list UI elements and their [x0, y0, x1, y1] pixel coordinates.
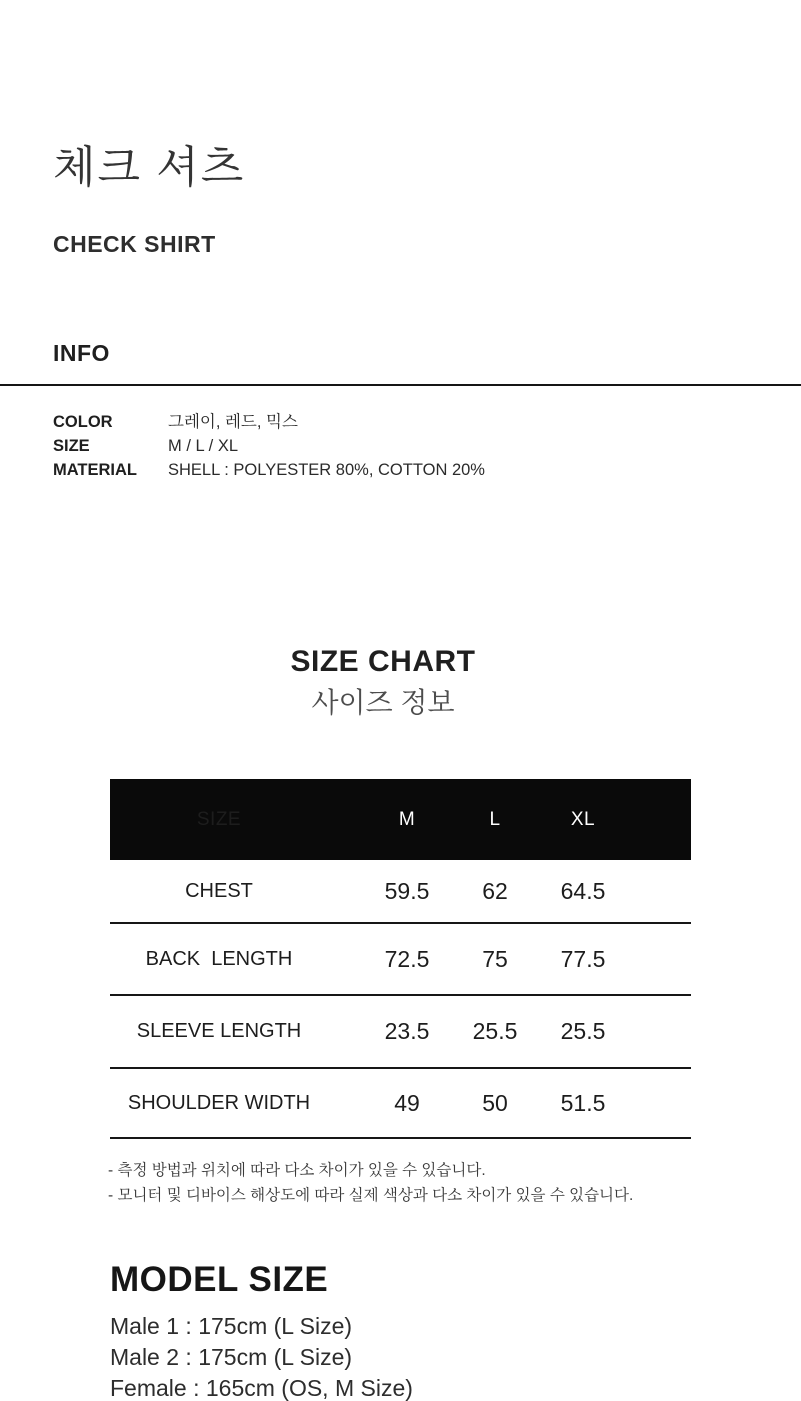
- column-header-l: L: [489, 808, 501, 830]
- size-chart-table-header-row: [110, 779, 691, 860]
- sleeve-length-value-m: 23.5: [384, 1018, 430, 1044]
- model-size-list: [110, 1311, 413, 1401]
- table-row-chest: [110, 860, 691, 924]
- info-label-material: MATERIAL: [53, 461, 138, 479]
- size-chart-notes: [108, 1158, 633, 1208]
- size-chart-heading: SIZE CHART: [290, 645, 476, 678]
- info-row-size: [53, 434, 485, 458]
- chest-value-m: 59.5: [384, 877, 430, 904]
- back-length-value-l: 75: [482, 945, 508, 972]
- row-label-chest: CHEST: [185, 879, 253, 902]
- model-size-heading: MODEL SIZE: [110, 1260, 329, 1299]
- info-value-material: SHELL : POLYESTER 80%, COTTON 20%: [168, 461, 485, 479]
- product-title-korean: 체크 셔츠: [53, 143, 246, 192]
- info-label-size: SIZE: [53, 437, 90, 455]
- column-header-xl: XL: [570, 808, 596, 830]
- table-row-sleeve-length: [110, 996, 691, 1069]
- model-size-line-male-2: Male 2 : 175cm (L Size): [110, 1344, 353, 1370]
- column-header-m: M: [398, 808, 416, 830]
- back-length-value-m: 72.5: [384, 945, 430, 972]
- note-line-measurement: - 측정 방법과 위치에 따라 다소 차이가 있을 수 있습니다.: [108, 1162, 486, 1179]
- chest-value-xl: 64.5: [560, 877, 606, 904]
- note-line-display: - 모니터 및 디바이스 해상도에 따라 실제 색상과 다소 차이가 있을 수 있습니다.: [108, 1187, 634, 1204]
- shoulder-width-value-m: 49: [394, 1089, 420, 1116]
- row-label-sleeve-length: SLEEVE LENGTH: [136, 1020, 302, 1042]
- divider-line: [0, 384, 801, 386]
- sleeve-length-value-xl: 25.5: [560, 1018, 606, 1044]
- product-title-english: CHECK SHIRT: [53, 231, 216, 257]
- shoulder-width-value-xl: 51.5: [560, 1089, 606, 1116]
- row-label-shoulder-width: SHOULDER WIDTH: [127, 1091, 311, 1114]
- size-chart-subheading-korean: 사이즈 정보: [311, 687, 455, 718]
- table-row-shoulder-width: [110, 1069, 691, 1139]
- back-length-value-xl: 77.5: [560, 945, 606, 972]
- model-size-line-female: Female : 165cm (OS, M Size): [110, 1375, 413, 1401]
- info-value-color: 그레이, 레드, 믹스: [168, 413, 298, 431]
- info-value-size: M / L / XL: [168, 437, 238, 455]
- info-list: [53, 410, 485, 482]
- info-row-color: [53, 410, 485, 434]
- column-header-size: SIZE: [196, 808, 242, 830]
- size-chart-table: [110, 779, 691, 1139]
- sleeve-length-value-l: 25.5: [472, 1018, 518, 1044]
- info-section-heading: INFO: [53, 340, 110, 366]
- chest-value-l: 62: [482, 877, 508, 904]
- model-size-line-male-1: Male 1 : 175cm (L Size): [110, 1313, 353, 1339]
- table-row-back-length: [110, 924, 691, 996]
- row-label-back-length: BACK LENGTH: [145, 947, 293, 970]
- info-row-material: [53, 458, 485, 482]
- info-label-color: COLOR: [53, 413, 113, 431]
- shoulder-width-value-l: 50: [482, 1089, 508, 1116]
